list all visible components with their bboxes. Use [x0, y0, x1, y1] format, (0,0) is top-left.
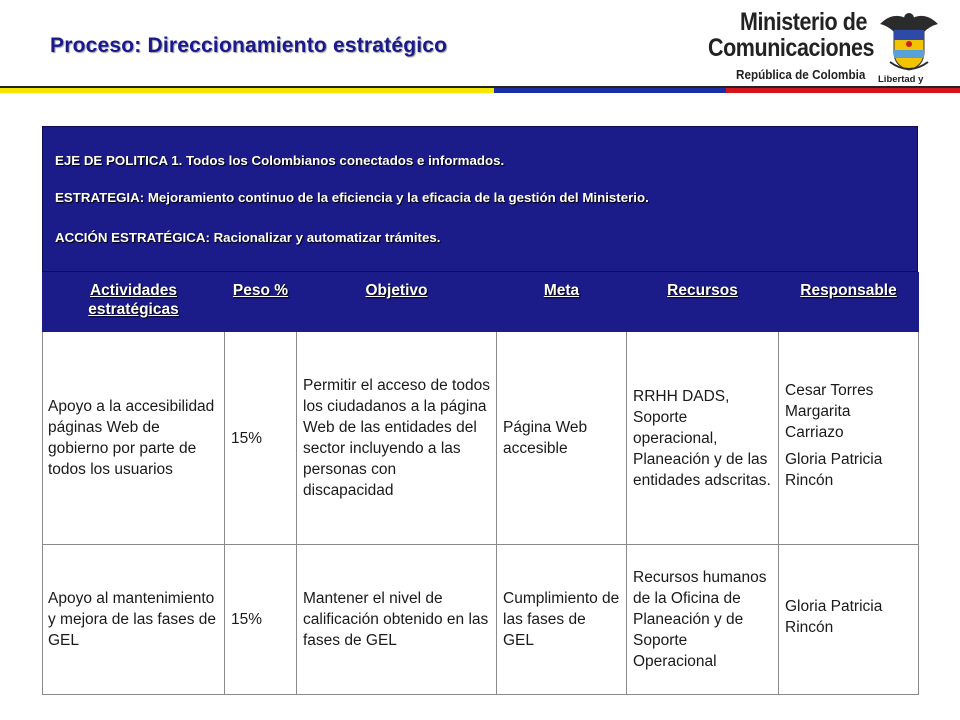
column-header: Meta	[497, 273, 627, 332]
responsable-entry: Gloria Patricia Rincón	[785, 450, 883, 489]
logo-line-3: República de Colombia	[736, 67, 866, 82]
column-header: Objetivo	[297, 273, 497, 332]
ministry-logo	[700, 6, 952, 90]
responsable-entry: Cesar Torres Margarita Carriazo	[785, 381, 874, 441]
strategy: ESTRATEGIA: Mejoramiento continuo de la eficiencia y la eficacia de la gestión del Ministerio.	[55, 190, 649, 205]
cell-peso: 15%	[225, 545, 297, 695]
cell-actividad: Apoyo a la accesibilidad páginas Web de gobierno por parte de todos los usuarios	[43, 332, 225, 545]
cell-responsable	[779, 545, 919, 695]
table-row	[43, 332, 919, 545]
page-title: Proceso: Direccionamiento estratégico	[50, 34, 448, 57]
cell-actividad: Apoyo al mantenimiento y mejora de las fases de GEL	[43, 545, 225, 695]
cell-responsable	[779, 332, 919, 545]
cell-recursos: Recursos humanos de la Oficina de Planeación y de Soporte Operacional	[627, 545, 779, 695]
flag-stripe	[0, 88, 960, 93]
stripe-red	[726, 88, 960, 93]
column-header: Recursos	[627, 273, 779, 332]
cell-meta: Página Web accesible	[497, 332, 627, 545]
strategic-action: ACCIÓN ESTRATÉGICA: Racionalizar y automatizar trámites.	[55, 230, 441, 245]
logo-line-1: Ministerio de	[740, 8, 868, 36]
cell-objetivo: Mantener el nivel de calificación obtenido en las fases de GEL	[297, 545, 497, 695]
column-header: Peso %	[225, 273, 297, 332]
stripe-blue	[494, 88, 726, 93]
logo-motto: Libertad y	[878, 74, 924, 85]
cell-peso: 15%	[225, 332, 297, 545]
coat-of-arms-icon	[874, 6, 944, 76]
stripe-yellow	[0, 88, 494, 93]
column-header: Responsable	[779, 273, 919, 332]
cell-meta: Cumplimiento de las fases de GEL	[497, 545, 627, 695]
responsable-entry: Gloria Patricia Rincón	[785, 597, 883, 636]
table-header-row	[43, 273, 919, 332]
logo-line-2: Comunicaciones	[708, 34, 875, 62]
cell-recursos: RRHH DADS, Soporte operacional, Planeación y de las entidades adscritas.	[627, 332, 779, 545]
policy-panel	[42, 126, 918, 272]
table-row	[43, 545, 919, 695]
cell-objetivo: Permitir el acceso de todos los ciudadanos a la página Web de las entidades del sector incluyendo a las personas con discapacidad	[297, 332, 497, 545]
column-header: Actividades estratégicas	[43, 273, 225, 332]
policy-axis: EJE DE POLITICA 1. Todos los Colombianos conectados e informados.	[55, 153, 505, 168]
activities-table	[42, 272, 919, 695]
